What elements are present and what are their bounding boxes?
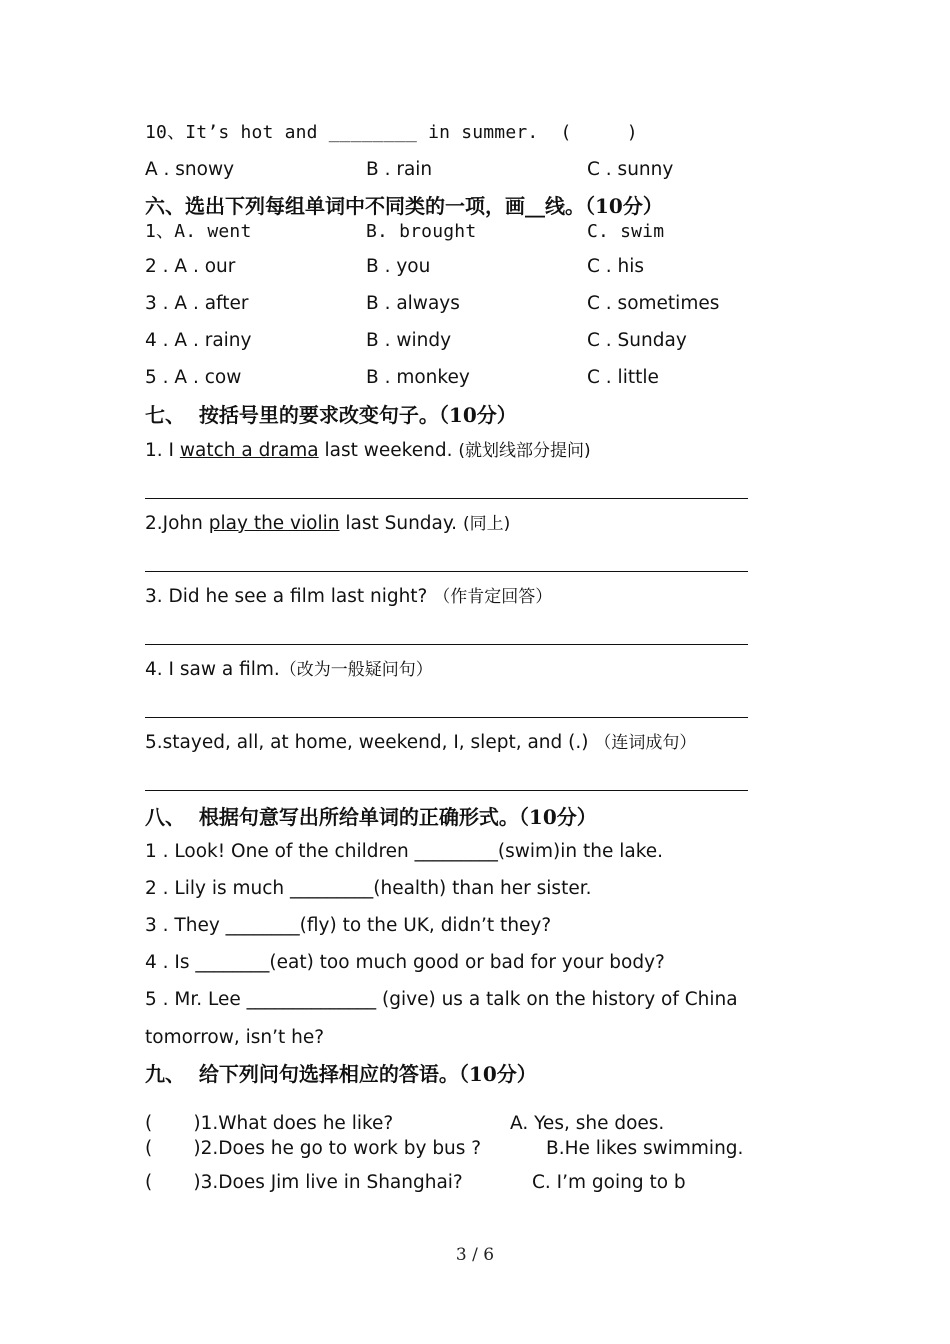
s8-item-5-continued: tomorrow, isn’t he? xyxy=(145,1027,325,1048)
s8-item-5: 5 . Mr. Lee ______________ (give) us a talk on the history of China xyxy=(145,989,738,1010)
section-7-title: 七、 按括号里的要求改变句子。（10分） xyxy=(145,403,517,427)
q10-option-a: A . snowy xyxy=(145,159,235,180)
s7-question-1 xyxy=(145,442,591,461)
q10-option-c: C . sunny xyxy=(587,159,674,180)
s6-row3-c: C . sometimes xyxy=(587,293,720,314)
s7-q5-text: 5.stayed, all, at home, weekend, I, slept, and (.) xyxy=(145,732,595,753)
s8-item-1: 1 . Look! One of the children _________(swim)in the lake. xyxy=(145,841,664,862)
s7-q2-underlined: play the violin xyxy=(208,513,340,534)
page-number: 3 / 6 xyxy=(455,1245,495,1265)
question-10: 10、It’s hot and ________ in summer. ( ) xyxy=(145,122,638,143)
s7-q2-note: (同上) xyxy=(462,514,511,534)
s7-q1-pre: 1. I xyxy=(145,440,180,461)
s7-q2-pre: 2.John xyxy=(145,513,209,534)
s8-item-2: 2 . Lily is much _________(health) than her sister. xyxy=(145,878,592,899)
s6-row2-b: B . you xyxy=(366,256,431,277)
section-9-title: 九、 给下列问句选择相应的答语。（10分） xyxy=(145,1062,537,1086)
s6-row5-c: C . little xyxy=(587,367,659,388)
s6-row1-c: C. swim xyxy=(587,221,665,242)
s7-q1-post: last weekend. xyxy=(318,440,459,461)
s6-row3-a: 3 . A . after xyxy=(145,293,249,314)
s6-row1-b: B. brought xyxy=(366,221,477,242)
s9-answer-b: B.He likes swimming. xyxy=(546,1138,744,1159)
s8-item-3: 3 . They ________(fly) to the UK, didn’t they? xyxy=(145,915,552,936)
s6-row2-c: C . his xyxy=(587,256,645,277)
s7-q1-note: (就划线部分提问) xyxy=(458,441,591,461)
q10-option-b: B . rain xyxy=(366,159,433,180)
s6-row4-b: B . windy xyxy=(366,330,452,351)
s7-question-3 xyxy=(145,588,552,607)
s7-question-4 xyxy=(145,661,433,680)
s7-q1-underlined: watch a drama xyxy=(179,440,319,461)
s9-answer-a: A. Yes, she does. xyxy=(510,1113,665,1134)
s7-q2-post: last Sunday. xyxy=(339,513,463,534)
s9-question-2: ( )2.Does he go to work by bus ? xyxy=(145,1138,482,1159)
s6-row5-a: 5 . A . cow xyxy=(145,367,242,388)
s6-row4-c: C . Sunday xyxy=(587,330,687,351)
s6-row2-a: 2 . A . our xyxy=(145,256,236,277)
s6-row5-b: B . monkey xyxy=(366,367,470,388)
answer-line-1[interactable] xyxy=(145,498,748,499)
s7-q5-note: （连词成句） xyxy=(594,733,697,753)
s9-question-3: ( )3.Does Jim live in Shanghai? xyxy=(145,1172,463,1193)
s7-question-2 xyxy=(145,515,510,534)
s7-q3-note: （作肯定回答） xyxy=(433,587,553,607)
s6-row1-a: 1、A. went xyxy=(145,221,252,242)
answer-line-4[interactable] xyxy=(145,717,748,718)
answer-line-2[interactable] xyxy=(145,571,748,572)
s9-question-1: ( )1.What does he like? xyxy=(145,1113,394,1134)
s7-q4-text: 4. I saw a film. xyxy=(145,659,280,680)
s7-question-5 xyxy=(145,734,696,753)
section-6-title: 六、选出下列每组单词中不同类的一项，画__线。（10分） xyxy=(145,194,663,218)
s7-q3-text: 3. Did he see a film last night? xyxy=(145,586,434,607)
s7-q4-note: （改为一般疑问句） xyxy=(279,660,433,680)
s6-row4-a: 4 . A . rainy xyxy=(145,330,252,351)
s9-answer-c: C. I’m going to b xyxy=(532,1172,686,1193)
section-8-title: 八、 根据句意写出所给单词的正确形式。（10分） xyxy=(145,805,597,829)
s8-item-4: 4 . Is ________(eat) too much good or bad for your body? xyxy=(145,952,665,973)
answer-line-5[interactable] xyxy=(145,790,748,791)
answer-line-3[interactable] xyxy=(145,644,748,645)
s6-row3-b: B . always xyxy=(366,293,460,314)
